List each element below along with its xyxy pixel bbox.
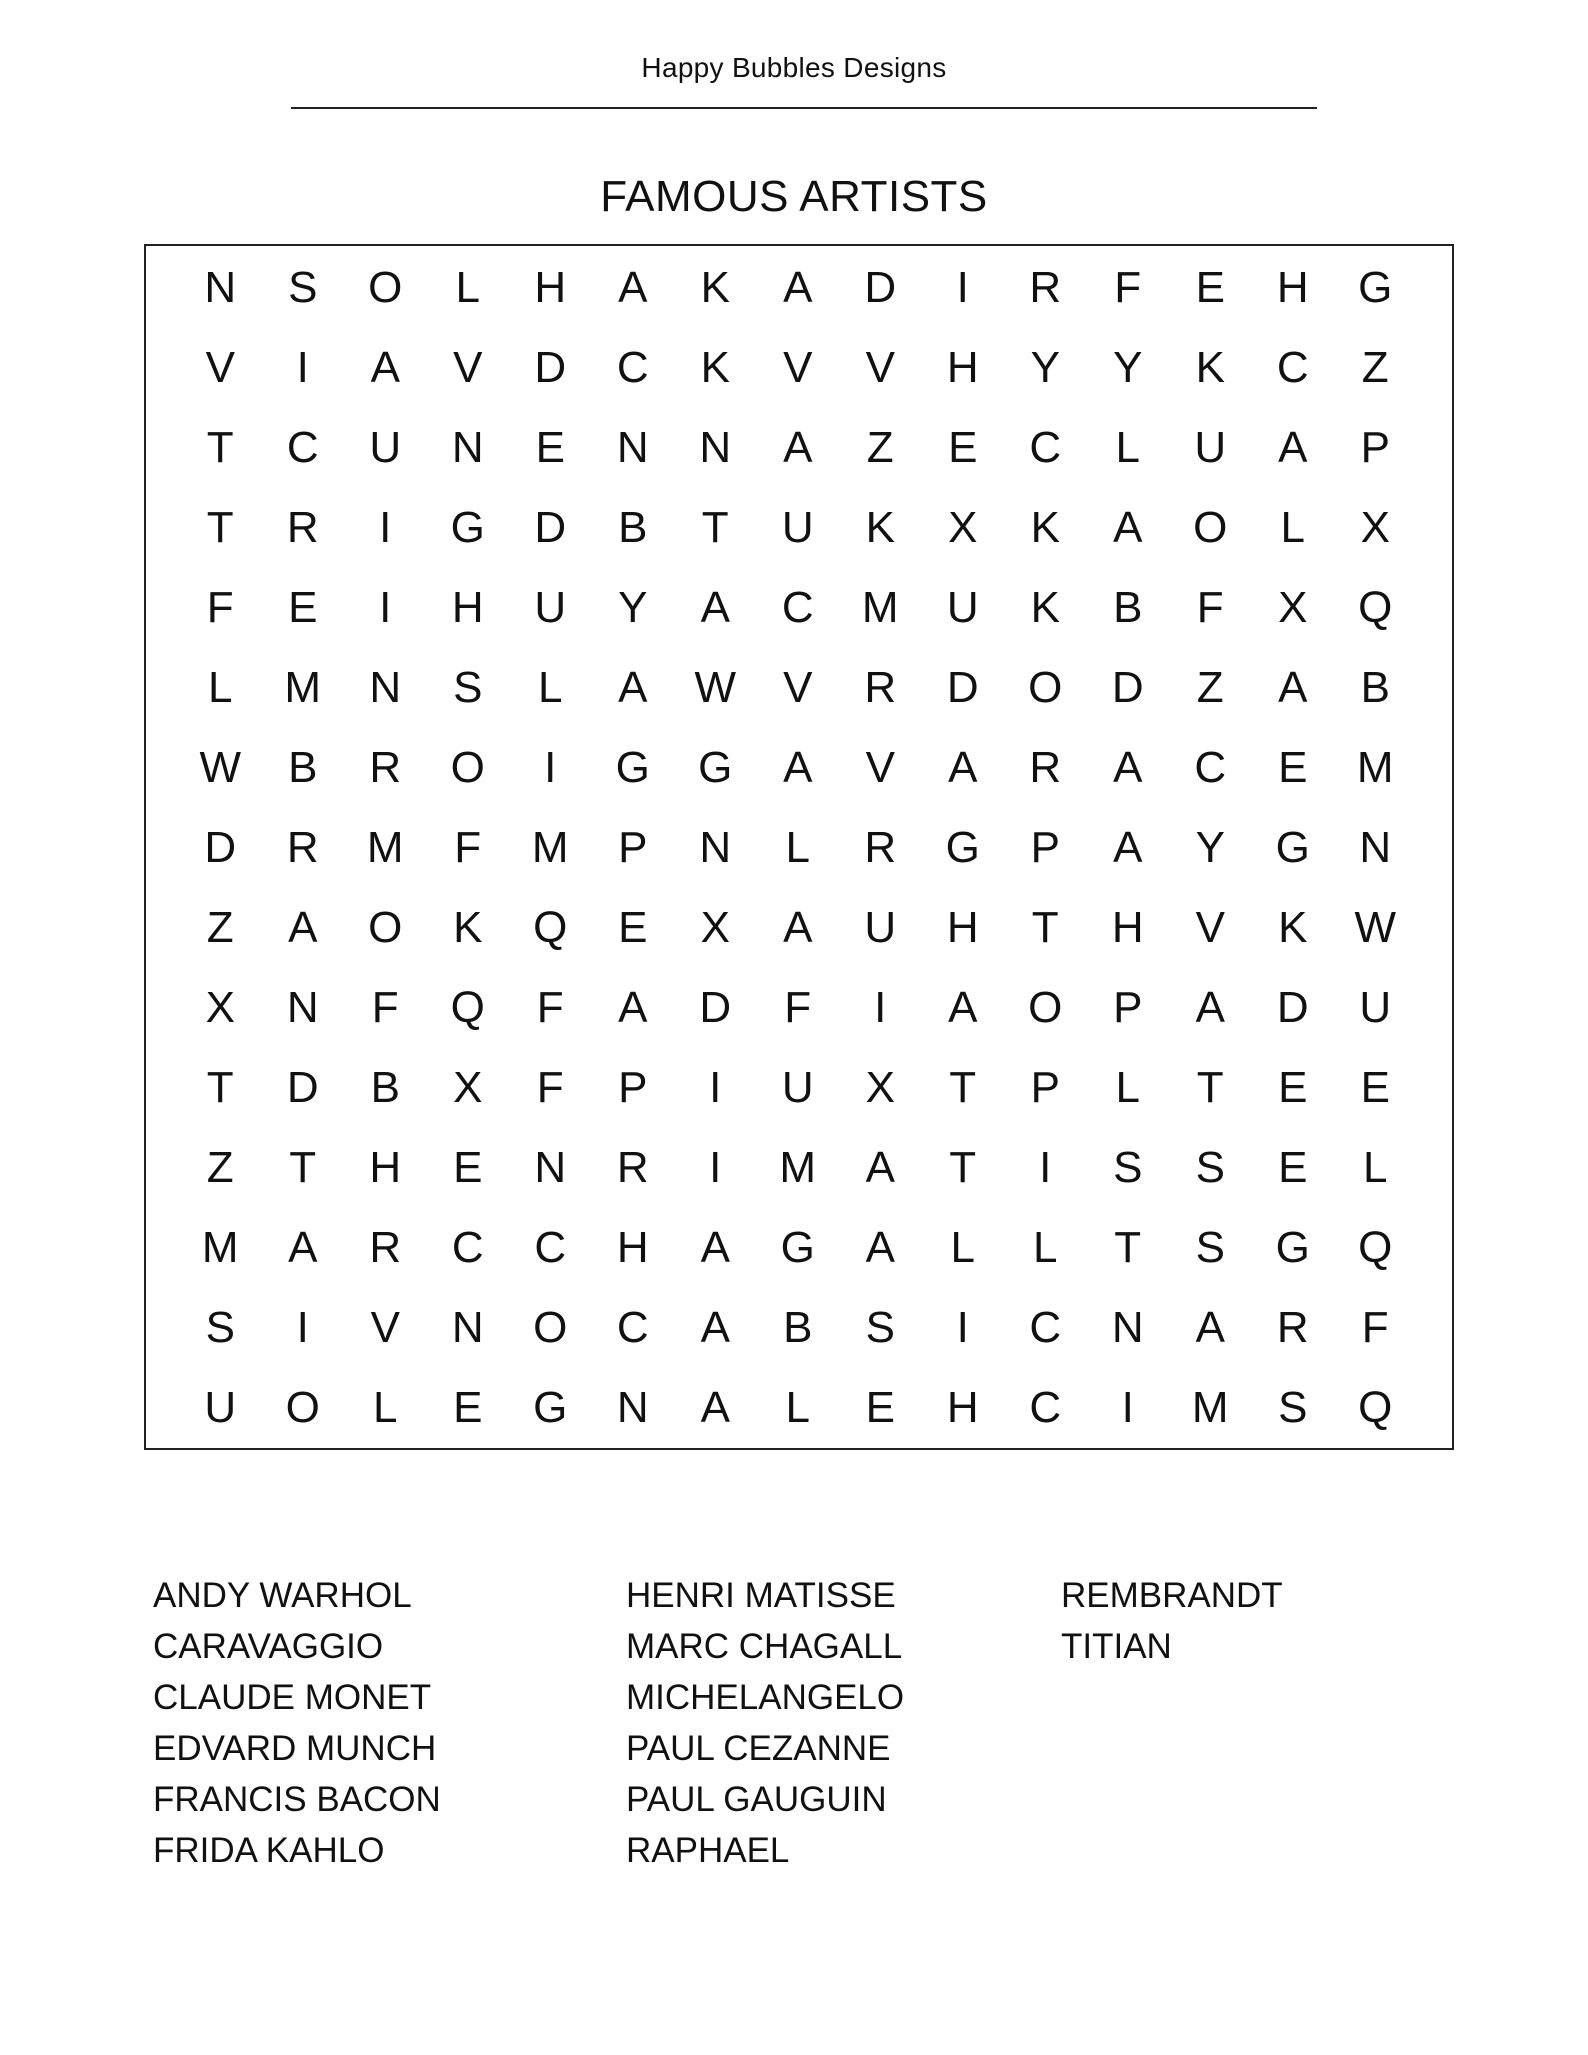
- grid-cell: S: [1113, 1143, 1143, 1192]
- grid-cell: B: [783, 1303, 813, 1352]
- grid-cell: E: [1195, 263, 1225, 312]
- grid-cell: S: [865, 1303, 895, 1352]
- grid-cell: N: [616, 1383, 649, 1432]
- grid-cell: A: [783, 743, 813, 792]
- grid-cell: H: [1111, 903, 1144, 952]
- grid-cell: O: [1028, 983, 1063, 1032]
- grid-cell: C: [616, 1303, 649, 1352]
- grid-cell: G: [1275, 1223, 1310, 1272]
- grid-cell: L: [208, 663, 233, 712]
- grid-cell: W: [1354, 903, 1397, 952]
- grid-cell: A: [618, 263, 648, 312]
- grid-cell: K: [1195, 343, 1225, 392]
- grid-cell: V: [370, 1303, 400, 1352]
- grid-cell: Z: [206, 1143, 234, 1192]
- grid-cell: X: [700, 903, 730, 952]
- grid-cell: O: [285, 1383, 320, 1432]
- grid-cell: V: [453, 343, 483, 392]
- grid-cell: B: [370, 1063, 400, 1112]
- grid-cell: U: [946, 583, 979, 632]
- grid-cell: T: [206, 423, 234, 472]
- grid-cell: H: [946, 343, 979, 392]
- grid-cell: B: [618, 503, 648, 552]
- grid-cell: N: [699, 823, 732, 872]
- grid-cell: N: [699, 423, 732, 472]
- grid-cell: Y: [1030, 343, 1060, 392]
- grid-cell: O: [450, 743, 485, 792]
- grid-cell: L: [785, 1383, 810, 1432]
- word-list-column-3: [1061, 1570, 1283, 1672]
- grid-cell: B: [288, 743, 318, 792]
- grid-cell: A: [865, 1143, 895, 1192]
- grid-cell: X: [948, 503, 978, 552]
- grid-cell: C: [1029, 1383, 1062, 1432]
- grid-cell: I: [296, 1303, 309, 1352]
- grid-cell: V: [865, 743, 895, 792]
- grid-cell: Z: [206, 903, 234, 952]
- grid-cell: K: [1030, 583, 1060, 632]
- grid-cell: X: [1278, 583, 1308, 632]
- grid-cell: Q: [450, 983, 485, 1032]
- grid-cell: X: [205, 983, 235, 1032]
- grid-cell: H: [1276, 263, 1309, 312]
- grid-cell: P: [618, 1063, 648, 1112]
- grid-cell: A: [700, 1383, 730, 1432]
- grid-cell: O: [368, 263, 403, 312]
- grid-cell: E: [453, 1383, 483, 1432]
- word-list-column-2: [626, 1570, 904, 1876]
- grid-cell: I: [709, 1143, 722, 1192]
- grid-cell: P: [618, 823, 648, 872]
- grid-cell: E: [1278, 1063, 1308, 1112]
- grid-cell: E: [1360, 1063, 1390, 1112]
- grid-cell: L: [785, 823, 810, 872]
- grid-cell: U: [781, 503, 814, 552]
- grid-cell: A: [1195, 983, 1225, 1032]
- grid-cell: R: [369, 1223, 402, 1272]
- grid-cell: A: [1113, 743, 1143, 792]
- grid-cell: G: [1275, 823, 1310, 872]
- grid-cell: I: [1039, 1143, 1052, 1192]
- grid-cell: Q: [1358, 583, 1393, 632]
- letter-grid: [179, 248, 1425, 1448]
- grid-cell: A: [700, 1223, 730, 1272]
- grid-cell: S: [1278, 1383, 1308, 1432]
- grid-cell: S: [1195, 1143, 1225, 1192]
- grid-cell: E: [535, 423, 565, 472]
- grid-cell: V: [205, 343, 235, 392]
- grid-cell: N: [286, 983, 319, 1032]
- grid-cell: M: [779, 1143, 817, 1192]
- grid-cell: K: [865, 503, 895, 552]
- grid-cell: U: [534, 583, 567, 632]
- grid-cell: C: [1194, 743, 1227, 792]
- grid-cell: N: [451, 423, 484, 472]
- grid-cell: C: [1029, 423, 1062, 472]
- grid-cell: I: [709, 1063, 722, 1112]
- grid-cell: R: [1029, 263, 1062, 312]
- grid-cell: E: [1278, 1143, 1308, 1192]
- grid-cell: I: [544, 743, 557, 792]
- grid-cell: I: [379, 583, 392, 632]
- grid-cell: M: [861, 583, 899, 632]
- grid-cell: R: [286, 823, 319, 872]
- grid-cell: M: [531, 823, 569, 872]
- grid-cell: A: [783, 903, 813, 952]
- grid-cell: T: [1031, 903, 1059, 952]
- grid-cell: V: [783, 663, 813, 712]
- grid-cell: C: [1276, 343, 1309, 392]
- grid-cell: L: [1280, 503, 1305, 552]
- grid-cell: Q: [533, 903, 568, 952]
- word-list-item: PAUL CEZANNE: [626, 1729, 891, 1768]
- grid-cell: O: [368, 903, 403, 952]
- grid-cell: I: [296, 343, 309, 392]
- grid-cell: D: [534, 343, 567, 392]
- grid-cell: H: [946, 903, 979, 952]
- grid-cell: C: [286, 423, 319, 472]
- grid-cell: F: [206, 583, 234, 632]
- grid-cell: T: [206, 1063, 234, 1112]
- word-list-item: FRIDA KAHLO: [153, 1831, 385, 1870]
- grid-cell: F: [1361, 1303, 1389, 1352]
- grid-cell: N: [1359, 823, 1392, 872]
- grid-cell: N: [369, 663, 402, 712]
- grid-cell: T: [1196, 1063, 1224, 1112]
- grid-cell: T: [949, 1063, 977, 1112]
- grid-cell: U: [1359, 983, 1392, 1032]
- grid-cell: A: [1113, 823, 1143, 872]
- grid-cell: V: [865, 343, 895, 392]
- grid-cell: D: [204, 823, 237, 872]
- grid-cell: L: [1115, 1063, 1140, 1112]
- grid-cell: T: [701, 503, 729, 552]
- grid-cell: R: [369, 743, 402, 792]
- grid-cell: Y: [1195, 823, 1225, 872]
- grid-cell: C: [534, 1223, 567, 1272]
- grid-cell: A: [370, 343, 400, 392]
- grid-cell: X: [1360, 503, 1390, 552]
- grid-cell: C: [1029, 1303, 1062, 1352]
- word-list-item: PAUL GAUGUIN: [626, 1780, 887, 1819]
- puzzle-title: FAMOUS ARTISTS: [600, 172, 988, 221]
- grid-cell: L: [373, 1383, 398, 1432]
- grid-cell: O: [533, 1303, 568, 1352]
- grid-cell: R: [864, 823, 897, 872]
- grid-cell: A: [1278, 663, 1308, 712]
- grid-cell: G: [945, 823, 980, 872]
- header-brand: Happy Bubbles Designs: [641, 52, 947, 83]
- grid-cell: I: [1121, 1383, 1134, 1432]
- grid-cell: F: [371, 983, 399, 1032]
- grid-cell: U: [864, 903, 897, 952]
- grid-cell: O: [1193, 503, 1228, 552]
- grid-cell: F: [536, 983, 564, 1032]
- grid-cell: N: [534, 1143, 567, 1192]
- grid-cell: H: [451, 583, 484, 632]
- word-list-item: HENRI MATISSE: [626, 1576, 896, 1615]
- word-list-column-1: [153, 1570, 441, 1876]
- grid-cell: A: [783, 263, 813, 312]
- grid-cell: H: [616, 1223, 649, 1272]
- grid-cell: H: [369, 1143, 402, 1192]
- grid-cell: E: [1278, 743, 1308, 792]
- grid-cell: I: [956, 263, 969, 312]
- grid-cell: X: [865, 1063, 895, 1112]
- grid-cell: D: [864, 263, 897, 312]
- grid-cell: W: [199, 743, 242, 792]
- grid-cell: F: [536, 1063, 564, 1112]
- grid-cell: A: [618, 983, 648, 1032]
- grid-cell: H: [946, 1383, 979, 1432]
- grid-cell: V: [783, 343, 813, 392]
- grid-cell: D: [286, 1063, 319, 1112]
- grid-cell: A: [288, 1223, 318, 1272]
- grid-cell: M: [366, 823, 404, 872]
- grid-cell: E: [948, 423, 978, 472]
- grid-cell: U: [369, 423, 402, 472]
- grid-cell: L: [455, 263, 480, 312]
- grid-cell: P: [1113, 983, 1143, 1032]
- grid-cell: S: [453, 663, 483, 712]
- grid-cell: A: [1113, 503, 1143, 552]
- grid-cell: T: [289, 1143, 317, 1192]
- grid-cell: A: [1195, 1303, 1225, 1352]
- grid-cell: E: [288, 583, 318, 632]
- grid-cell: L: [1363, 1143, 1388, 1192]
- grid-cell: O: [1028, 663, 1063, 712]
- grid-cell: B: [1360, 663, 1390, 712]
- grid-cell: P: [1030, 1063, 1060, 1112]
- grid-cell: U: [204, 1383, 237, 1432]
- grid-cell: G: [698, 743, 733, 792]
- grid-cell: D: [699, 983, 732, 1032]
- grid-cell: X: [453, 1063, 483, 1112]
- grid-cell: Z: [1361, 343, 1389, 392]
- grid-cell: F: [784, 983, 812, 1032]
- grid-cell: E: [865, 1383, 895, 1432]
- grid-cell: K: [700, 263, 730, 312]
- grid-cell: W: [694, 663, 737, 712]
- grid-cell: D: [1111, 663, 1144, 712]
- grid-cell: P: [1360, 423, 1390, 472]
- grid-cell: S: [205, 1303, 235, 1352]
- grid-cell: R: [1276, 1303, 1309, 1352]
- word-list-item: TITIAN: [1061, 1627, 1172, 1666]
- grid-cell: M: [201, 1223, 239, 1272]
- grid-cell: K: [453, 903, 483, 952]
- word-list: [153, 1570, 1453, 1880]
- grid-cell: D: [946, 663, 979, 712]
- grid-cell: Q: [1358, 1223, 1393, 1272]
- grid-cell: L: [538, 663, 563, 712]
- grid-cell: T: [206, 503, 234, 552]
- grid-cell: Z: [1196, 663, 1224, 712]
- grid-cell: C: [451, 1223, 484, 1272]
- grid-cell: P: [1030, 823, 1060, 872]
- grid-cell: N: [451, 1303, 484, 1352]
- grid-cell: M: [1356, 743, 1394, 792]
- grid-cell: A: [288, 903, 318, 952]
- grid-cell: F: [1196, 583, 1224, 632]
- grid-cell: S: [1195, 1223, 1225, 1272]
- word-list-item: MICHELANGELO: [626, 1678, 905, 1717]
- grid-cell: D: [1276, 983, 1309, 1032]
- grid-cell: T: [1114, 1223, 1142, 1272]
- grid-cell: Z: [866, 423, 894, 472]
- grid-cell: G: [780, 1223, 815, 1272]
- grid-cell: I: [379, 503, 392, 552]
- word-list-item: REMBRANDT: [1061, 1576, 1283, 1615]
- grid-cell: E: [618, 903, 648, 952]
- word-list-item: EDVARD MUNCH: [153, 1729, 437, 1768]
- grid-cell: M: [1191, 1383, 1229, 1432]
- word-list-item: CARAVAGGIO: [153, 1627, 384, 1666]
- grid-cell: N: [1111, 1303, 1144, 1352]
- grid-cell: R: [616, 1143, 649, 1192]
- grid-cell: R: [1029, 743, 1062, 792]
- grid-cell: L: [950, 1223, 975, 1272]
- grid-cell: H: [534, 263, 567, 312]
- grid-cell: G: [533, 1383, 568, 1432]
- grid-cell: F: [1114, 263, 1142, 312]
- grid-cell: S: [288, 263, 318, 312]
- grid-cell: B: [1113, 583, 1143, 632]
- word-list-item: FRANCIS BACON: [153, 1780, 441, 1819]
- grid-cell: V: [1195, 903, 1225, 952]
- grid-cell: M: [284, 663, 322, 712]
- grid-cell: C: [616, 343, 649, 392]
- grid-cell: R: [286, 503, 319, 552]
- grid-cell: I: [956, 1303, 969, 1352]
- word-list-item: MARC CHAGALL: [626, 1627, 903, 1666]
- grid-cell: T: [949, 1143, 977, 1192]
- grid-cell: K: [1030, 503, 1060, 552]
- grid-cell: N: [616, 423, 649, 472]
- grid-cell: L: [1115, 423, 1140, 472]
- grid-cell: A: [700, 1303, 730, 1352]
- word-list-item: CLAUDE MONET: [153, 1678, 432, 1717]
- grid-cell: F: [454, 823, 482, 872]
- grid-cell: C: [781, 583, 814, 632]
- grid-cell: A: [948, 743, 978, 792]
- grid-cell: D: [534, 503, 567, 552]
- grid-cell: E: [453, 1143, 483, 1192]
- word-list-item: ANDY WARHOL: [153, 1576, 412, 1615]
- grid-cell: Q: [1358, 1383, 1393, 1432]
- header-divider: [291, 107, 1317, 109]
- grid-cell: I: [874, 983, 887, 1032]
- grid-cell: L: [1033, 1223, 1058, 1272]
- word-list-item: RAPHAEL: [626, 1831, 790, 1870]
- grid-cell: A: [783, 423, 813, 472]
- grid-cell: A: [700, 583, 730, 632]
- grid-cell: G: [615, 743, 650, 792]
- grid-cell: U: [1194, 423, 1227, 472]
- grid-cell: R: [864, 663, 897, 712]
- grid-cell: A: [618, 663, 648, 712]
- grid-cell: K: [1278, 903, 1308, 952]
- grid-cell: N: [204, 263, 237, 312]
- grid-cell: G: [450, 503, 485, 552]
- grid-cell: K: [700, 343, 730, 392]
- grid-cell: A: [1278, 423, 1308, 472]
- grid-cell: Y: [618, 583, 648, 632]
- grid-cell: A: [865, 1223, 895, 1272]
- grid-cell: G: [1358, 263, 1393, 312]
- grid-cell: U: [781, 1063, 814, 1112]
- grid-cell: A: [948, 983, 978, 1032]
- grid-cell: Y: [1113, 343, 1143, 392]
